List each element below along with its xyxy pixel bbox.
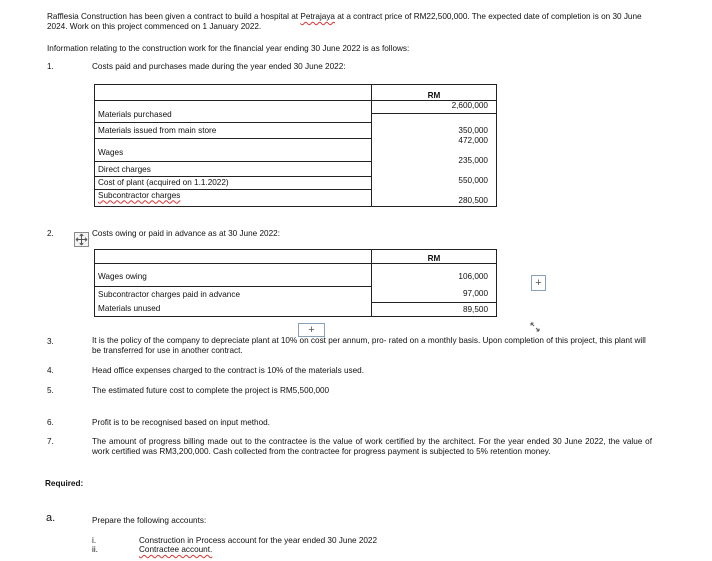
account-number: i. xyxy=(92,536,97,545)
table-row-label: Materials unused xyxy=(98,304,161,313)
place-name: Petrajaya xyxy=(300,12,335,21)
table-row-label: Cost of plant (acquired on 1.1.2022) xyxy=(95,177,371,190)
section1-number: 1. xyxy=(47,62,54,71)
table-row-label: Subcontractor charges paid in advance xyxy=(95,286,371,304)
item-text: It is the policy of the company to depreciate plant at 10% on cost per annum, pro- rated on a monthly basis. Upon completion of this project, this plant will be transferred for use in another contract. xyxy=(92,336,646,355)
item-number: 5. xyxy=(47,386,54,395)
currency-header: RM xyxy=(372,85,497,101)
table-row-label: Wages owing xyxy=(98,272,147,281)
table-row-label: Wages xyxy=(95,145,371,161)
table-row-amount: 350,000 xyxy=(458,126,488,135)
move-handle-icon[interactable] xyxy=(74,232,89,247)
info-line: Information relating to the construction work for the financial year ending 30 June 2022 is as follows: xyxy=(47,44,410,53)
account-text: Construction in Process account for the year ended 30 June 2022 xyxy=(139,536,378,545)
table-row-amount: 89,500 xyxy=(372,302,496,316)
table-row-amount: 280,500 xyxy=(458,196,488,205)
section1-heading: Costs paid and purchases made during the year ended 30 June 2022: xyxy=(92,62,346,71)
item-text: Head office expenses charged to the contract is 10% of the materials used. xyxy=(92,366,365,375)
item-text: The amount of progress billing made out to the contractee is the value of work certified by the architect. For the year ended 30 June 2022, the value of work certified was RM3,200,000. Cash collected from the contractee for progress payment is subjected to 5% retention money. xyxy=(92,437,652,456)
table-row-label: Materials issued from main store xyxy=(95,123,371,139)
table-row-amount: 2,600,000 xyxy=(372,101,496,114)
table-row-label: Subcontractor charges xyxy=(98,190,181,200)
required-letter: a. xyxy=(46,512,56,524)
table-row-label: Materials purchased xyxy=(95,107,371,123)
item-number: 7. xyxy=(47,437,54,446)
table-row-amount: 106,000 xyxy=(458,272,488,281)
add-column-plus-icon[interactable]: + xyxy=(531,275,546,291)
costs-paid-table xyxy=(94,84,497,207)
table-row-amount: 97,000 xyxy=(462,288,488,298)
currency-header: RM xyxy=(372,250,497,264)
item-text: The estimated future cost to complete the project is RM5,500,000 xyxy=(92,386,330,395)
add-row-plus-icon[interactable]: + xyxy=(298,323,325,337)
intro-paragraph: Rafflesia Construction has been given a contract to build a hospital at Petrajaya at a contract price of RM22,500,000. The expected date of completion is on 30 June 2024. Work on this project commenced on 1 January 2022. xyxy=(47,12,642,31)
table-row-amount: 235,000 xyxy=(458,156,488,165)
table-row-amount: 550,000 xyxy=(458,176,488,185)
resize-icon[interactable] xyxy=(528,320,542,334)
table-row-label: Direct charges xyxy=(95,164,371,177)
required-instruction: Prepare the following accounts: xyxy=(92,516,207,525)
item-number: 4. xyxy=(47,366,54,375)
account-number: ii. xyxy=(92,545,98,554)
costs-owing-table xyxy=(94,249,497,317)
required-label: Required: xyxy=(45,479,84,488)
item-number: 3. xyxy=(47,337,54,346)
section2-number: 2. xyxy=(47,229,54,238)
table-row-amount: 472,000 xyxy=(458,136,488,145)
account-text: Contractee account. xyxy=(139,545,213,554)
section2-heading: Costs owing or paid in advance as at 30 June 2022: xyxy=(92,229,280,238)
item-text: Profit is to be recognised based on input method. xyxy=(92,418,270,427)
item-number: 6. xyxy=(47,418,54,427)
